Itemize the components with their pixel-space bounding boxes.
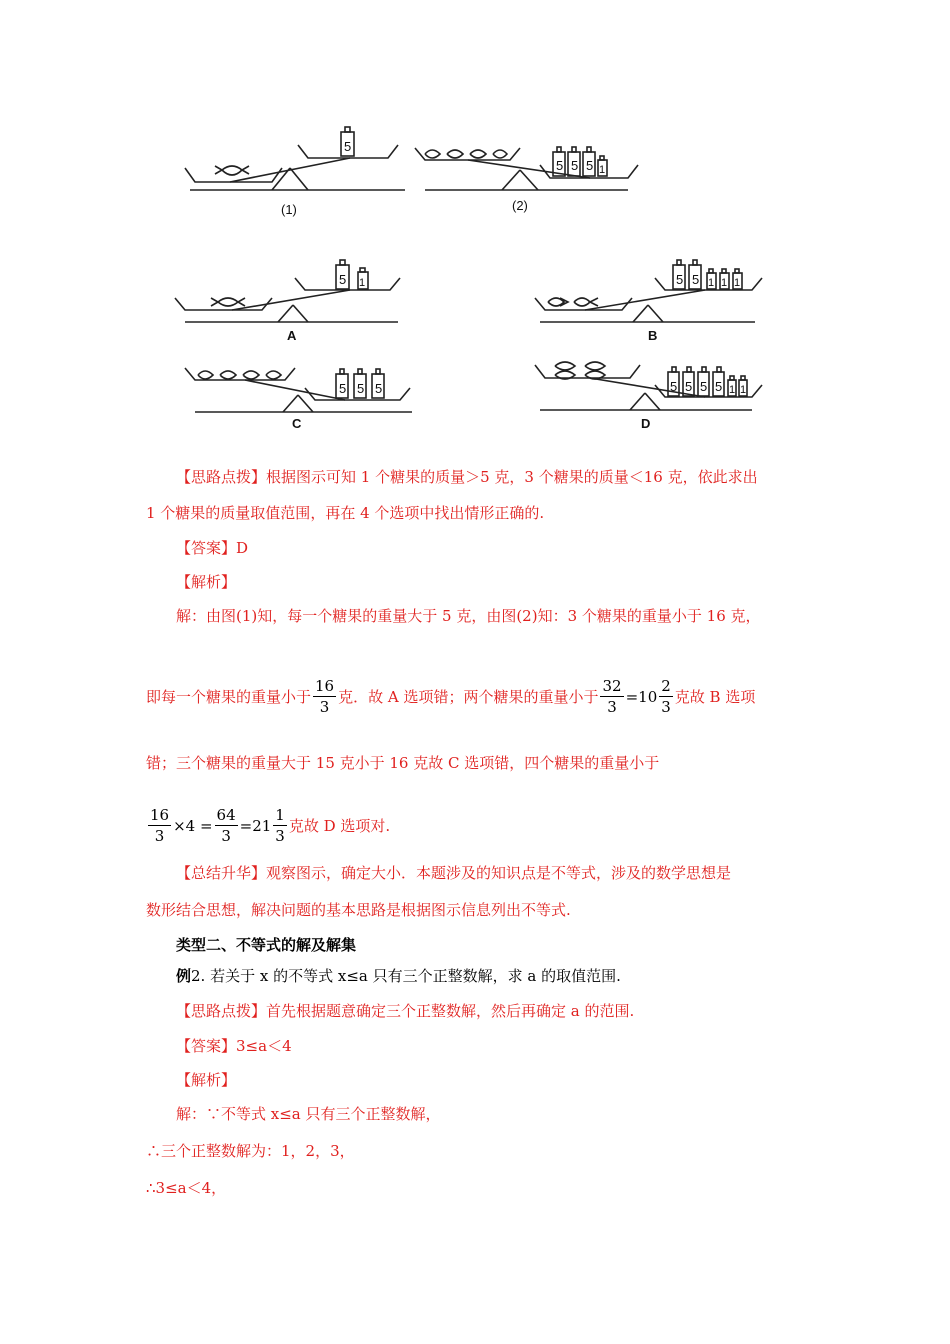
summary-line1 [176,862,731,884]
option-d-scale [535,362,762,410]
fraction-32-3: $\frac{32}{3}$ [602,677,622,716]
solution-line2 [146,676,755,717]
balance-figures [0,0,950,440]
example2-hint [176,1000,634,1022]
summary-text: 观察图示，确定大小．本题涉及的知识点是不等式，涉及的数学思想是 [266,864,732,882]
hint-paragraph-line1 [176,466,758,488]
example2-answer [176,1035,292,1057]
solution-text: 克故 D 选项对. [288,816,391,835]
hint-text: 根据图示可知 1 个糖果的质量＞5 克，3 个糖果的质量＜16 克，依此求出 [266,468,758,486]
fig2-weight-label: 5 [586,158,594,173]
answer-value: D [236,539,249,557]
summary-tag: 【总结升华】 [176,864,267,882]
solution-line4 [146,805,390,846]
option-c-weight-label: 5 [339,381,347,396]
answer-line [176,537,248,559]
mixed-number-21-1-3: =21 $\frac{1}{3}$ [239,806,285,845]
section-title: 类型二、不等式的解及解集 [176,936,357,954]
option-c-weight-label: 5 [357,381,365,396]
hint-tag: 【思路点拨】 [176,1002,267,1020]
solution-text: 克故 B 选项 [674,687,756,706]
solution-line1: 解：由图(1)知，每一个糖果的重量大于 5 克，由图(2)知：3 个糖果的重量小于 16 克， [176,607,761,625]
option-c-weight-label: 5 [375,381,383,396]
option-b-weight-label: 1 [734,277,741,289]
solution-text: 克．故 A 选项错；两个糖果的重量小于 [338,687,599,706]
option-b-scale [535,260,762,322]
hint-tag: 【思路点拨】 [176,468,267,486]
figure-1-scale [185,127,405,190]
mixed-number-10-2-3: =10 $\frac{2}{3}$ [625,677,671,716]
example2-solution-line3: ∴3≤a＜4， [146,1179,227,1197]
answer-value: 3≤a＜4 [236,1037,292,1055]
option-d-weight-label: 5 [700,379,708,394]
option-d-caption: D [641,416,651,431]
solution-text: 即每一个糖果的重量小于 [146,687,312,706]
option-b-weight-label: 5 [676,272,684,287]
example-label: 例 [176,967,192,985]
option-b-weight-label: 1 [708,277,715,289]
analysis-tag: 【解析】 [176,573,237,591]
example2-solution-line1: 解：∵不等式 x≤a 只有三个正整数解， [176,1105,441,1123]
fig2-weight-label: 5 [556,158,564,173]
fig2-weight-label: 5 [571,158,579,173]
hint-text: 首先根据题意确定三个正整数解，然后再确定 a 的范围. [266,1002,635,1020]
option-a-weight-label: 5 [339,272,347,287]
figure-1-caption: (1) [281,202,297,217]
option-d-weight-label: 1 [740,384,747,396]
fraction-64-3: $\frac{64}{3}$ [216,806,236,845]
option-d-weight-label: 5 [670,379,678,394]
option-d-weight-label: 1 [729,384,736,396]
fraction-16-3: $\frac{16}{3}$ [315,677,335,716]
example2-solution-line2: ∴三个正整数解为：1，2，3， [146,1142,355,1160]
option-b-caption: B [648,328,658,343]
option-c-caption: C [292,416,302,431]
times-four: ×4 = [173,816,213,835]
summary-line2: 数形结合思想，解决问题的基本思路是根据图示信息列出不等式. [146,901,571,919]
option-d-weight-label: 5 [685,379,693,394]
option-a-scale [175,260,400,322]
answer-tag: 【答案】 [176,539,237,557]
figure-2-caption: (2) [512,198,528,213]
option-a-weight-label: 1 [359,277,366,289]
question-text: 2. 若关于 x 的不等式 x≤a 只有三个正整数解，求 a 的取值范围. [191,967,621,985]
option-b-weight-label: 5 [692,272,700,287]
option-d-weight-label: 5 [715,379,723,394]
example2-analysis-tag: 【解析】 [176,1071,237,1089]
example2-question [176,965,621,987]
fig2-weight-label: 1 [599,164,606,176]
solution-line3: 错；三个糖果的重量大于 15 克小于 16 克故 C 选项错，四个糖果的重量小于 [146,754,660,772]
fraction-16-3: $\frac{16}{3}$ [150,806,170,845]
option-b-weight-label: 1 [721,277,728,289]
answer-tag: 【答案】 [176,1037,237,1055]
fig1-weight-label: 5 [344,139,352,154]
hint-paragraph-line2: 1 个糖果的质量取值范围，再在 4 个选项中找出情形正确的. [146,504,545,522]
option-a-caption: A [287,328,297,343]
